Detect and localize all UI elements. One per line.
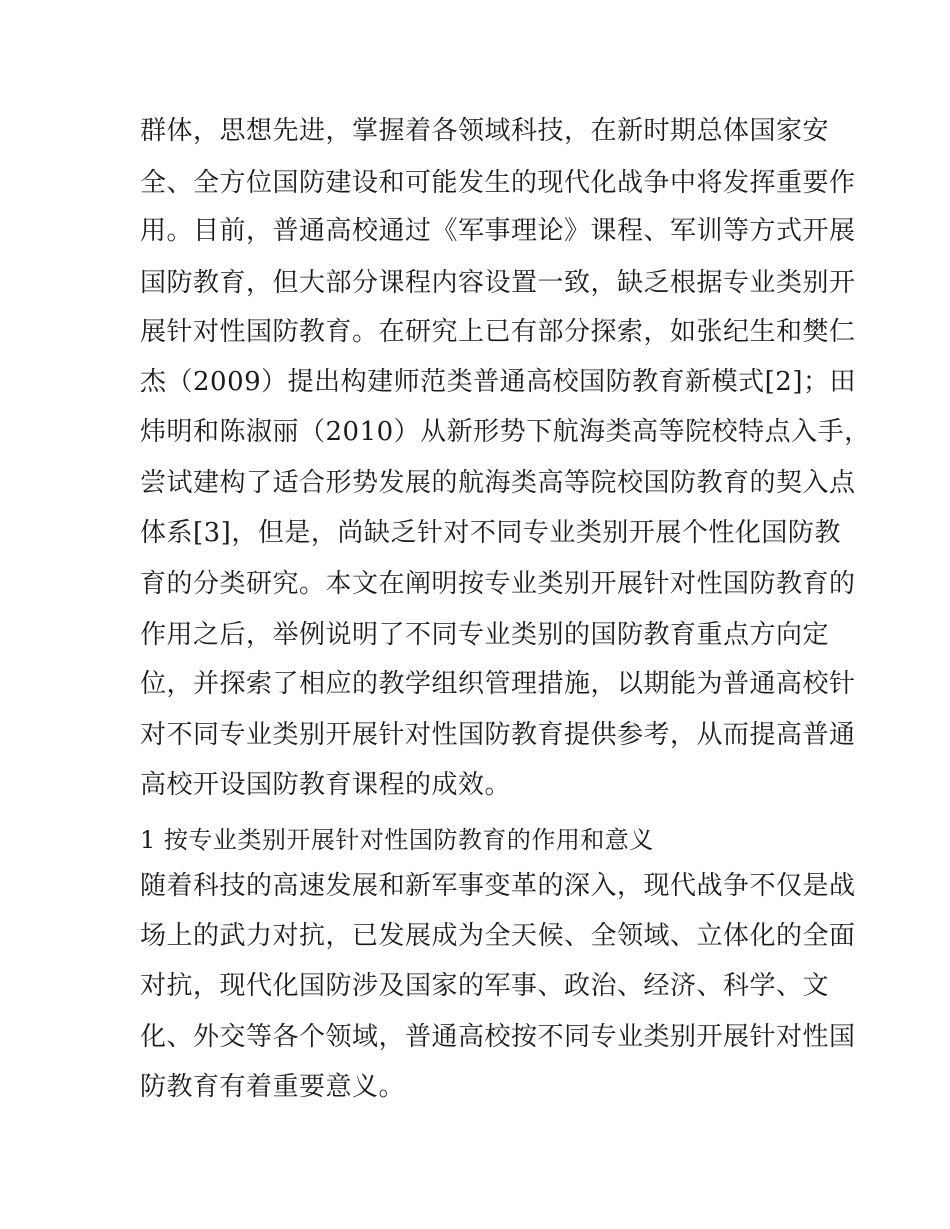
paragraph-2-line-5: 防教育有着重要意义。 — [140, 1072, 406, 1102]
paragraph-1-line-5: 展针对性国防教育。在研究上已有部分探索，如张纪生和樊仁 — [140, 317, 856, 347]
paragraph-1-line-1: 群体，思想先进，掌握着各领域科技，在新时期总体国家安 — [140, 116, 830, 146]
paragraph-1-line-8: 尝试建构了适合形势发展的航海类高等院校国防教育的契入点 — [140, 468, 856, 498]
paragraph-2-line-1: 随着科技的高速发展和新军事变革的深入，现代战争不仅是战 — [140, 871, 856, 901]
paragraph-2-line-2: 场上的武力对抗，已发展成为全天候、全领域、立体化的全面 — [140, 921, 856, 951]
paragraph-1-line-11: 作用之后，举例说明了不同专业类别的国防教育重点方向定 — [140, 620, 830, 650]
paragraph-1-line-6: 杰（2009）提出构建师范类普通高校国防教育新模式[2]；田 — [140, 367, 856, 397]
paragraph-1-line-14: 高校开设国防教育课程的成效。 — [140, 770, 512, 800]
paragraph-1-line-2: 全、全方位国防建设和可能发生的现代化战争中将发挥重要作 — [140, 168, 856, 198]
paragraph-1-line-12: 位，并探索了相应的教学组织管理措施，以期能为普通高校针 — [140, 669, 856, 699]
paragraph-1-line-3: 用。目前，普通高校通过《军事理论》课程、军训等方式开展 — [140, 216, 856, 246]
paragraph-1-line-10: 育的分类研究。本文在阐明按专业类别开展针对性国防教育的 — [140, 569, 856, 599]
paragraph-1-line-4: 国防教育，但大部分课程内容设置一致，缺乏根据专业类别开 — [140, 268, 856, 298]
paragraph-2-line-3: 对抗，现代化国防涉及国家的军事、政治、经济、科学、文 — [140, 971, 830, 1001]
paragraph-2-line-4: 化、外交等各个领域，普通高校按不同专业类别开展针对性国 — [140, 1022, 856, 1052]
section-heading: 1 按专业类别开展针对性国防教育的作用和意义 — [140, 826, 654, 854]
paragraph-1-line-7: 炜明和陈淑丽（2010）从新形势下航海类高等院校特点入手， — [140, 417, 871, 447]
paragraph-1-line-13: 对不同专业类别开展针对性国防教育提供参考，从而提高普通 — [140, 720, 856, 750]
paragraph-1-line-9: 体系[3]，但是，尚缺乏针对不同专业类别开展个性化国防教 — [140, 518, 841, 548]
